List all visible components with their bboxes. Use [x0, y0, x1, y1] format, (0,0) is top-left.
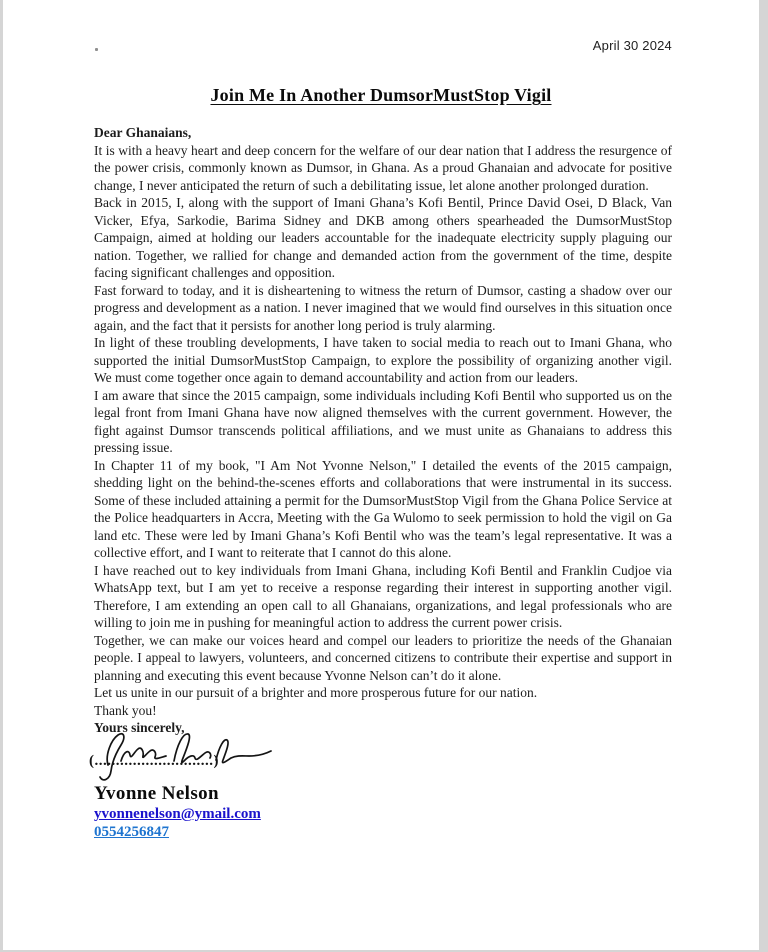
- letter-title-text: Join Me In Another DumsorMustStop Vigil: [210, 85, 552, 105]
- letter-page: [3, 0, 759, 950]
- paragraph: I have reached out to key individuals from Imani Ghana, including Kofi Bentil and Franklin Cudjoe via WhatsApp text, but I am yet to receive a response regarding their interest in supporting another vigil. Therefore, I am extending an open call to all Ghanaians, organizations, and legal professionals who are willing to join me in pushing for meaningful action to address the current power crisis.: [94, 562, 672, 630]
- paragraph: Together, we can make our voices heard and compel our leaders to prioritize the needs of the Ghanaian people. I appeal to lawyers, volunteers, and concerned citizens to contribute their expertise and support in planning and executing this event because Yvonne Nelson can’t do it alone.: [94, 632, 672, 683]
- letter-date: April 30 2024: [592, 38, 672, 53]
- signature-dotted-line: (............................): [89, 752, 219, 769]
- email-link[interactable]: yvonnenelson@ymail.com: [94, 806, 261, 822]
- letter-title: [3, 85, 759, 106]
- handwritten-signature: [96, 727, 274, 783]
- paragraph: In light of these troubling developments, I have taken to social media to reach out to Imani Ghana, who supported the initial DumsorMustStop Campaign, to explore the possibility of organizing another vigil. We must come together once again to demand accountability and action from our leaders.: [94, 335, 672, 385]
- paragraph: In Chapter 11 of my book, "I Am Not Yvonne Nelson," I detailed the events of the 2015 campaign, shedding light on the behind-the-scenes efforts and collaborations that were instrumental in its success. Some of these included attaining a permit for the DumsorMustStop Vigil from the Ghana Police Service at the Police headquarters in Accra, Meeting with the Ga Wulomo to seek permission to hold the vigil on Ga land etc. These were led by Imani Ghana’s Kofi Bentil who was the team’s legal representative. It was a collective effort, and I want to reiterate that I cannot do this alone.: [94, 457, 672, 560]
- paragraph: Back in 2015, I, along with the support of Imani Ghana’s Kofi Bentil, Prince David Osei, D Black, Van Vicker, Efya, Sarkodie, Barima Sidney and DKB among others spearheaded the DumsorMustStop Campaign, aimed at holding our leaders accountable for the inadequate electricity supply plaguing our nation. Together, we rallied for change and demanded action from the government of the time, despite facing significant challenges and opposition.: [94, 195, 672, 280]
- paragraph: It is with a heavy heart and deep concern for the welfare of our dear nation that I address the resurgence of the power crisis, commonly known as Dumsor, in Ghana. As a proud Ghanaian and advocate for positive change, I never anticipated the return of such a debilitating issue, let alone another prolonged duration.: [94, 142, 672, 193]
- closing-line: Let us unite in our pursuit of a brighter and more prosperous future for our nation.: [94, 685, 538, 700]
- letter-body: [89, 124, 672, 841]
- contact-block: [94, 805, 672, 841]
- sender-name: Yvonne Nelson: [94, 782, 220, 804]
- salutation: Dear Ghanaians,: [94, 125, 192, 140]
- stray-dot-mark: [95, 48, 98, 51]
- paragraph: Fast forward to today, and it is disheartening to witness the return of Dumsor, casting a shadow over our progress and development as a nation. I never imagined that we would find ourselves in this situation once again, and the fact that it persists for another long period is truly alarming.: [94, 282, 672, 333]
- thanks-line: Thank you!: [94, 702, 157, 718]
- signature-block: [89, 737, 672, 783]
- phone-link[interactable]: 0554256847: [94, 824, 169, 840]
- signoff: Yours sincerely,: [94, 720, 185, 735]
- paragraph: I am aware that since the 2015 campaign, some individuals including Kofi Bentil who supported us on the legal front from Imani Ghana have now aligned themselves with the current government. However, the fight against Dumsor transcends political affiliations, and we must unite as Ghanaians to address this pressing issue.: [94, 387, 672, 455]
